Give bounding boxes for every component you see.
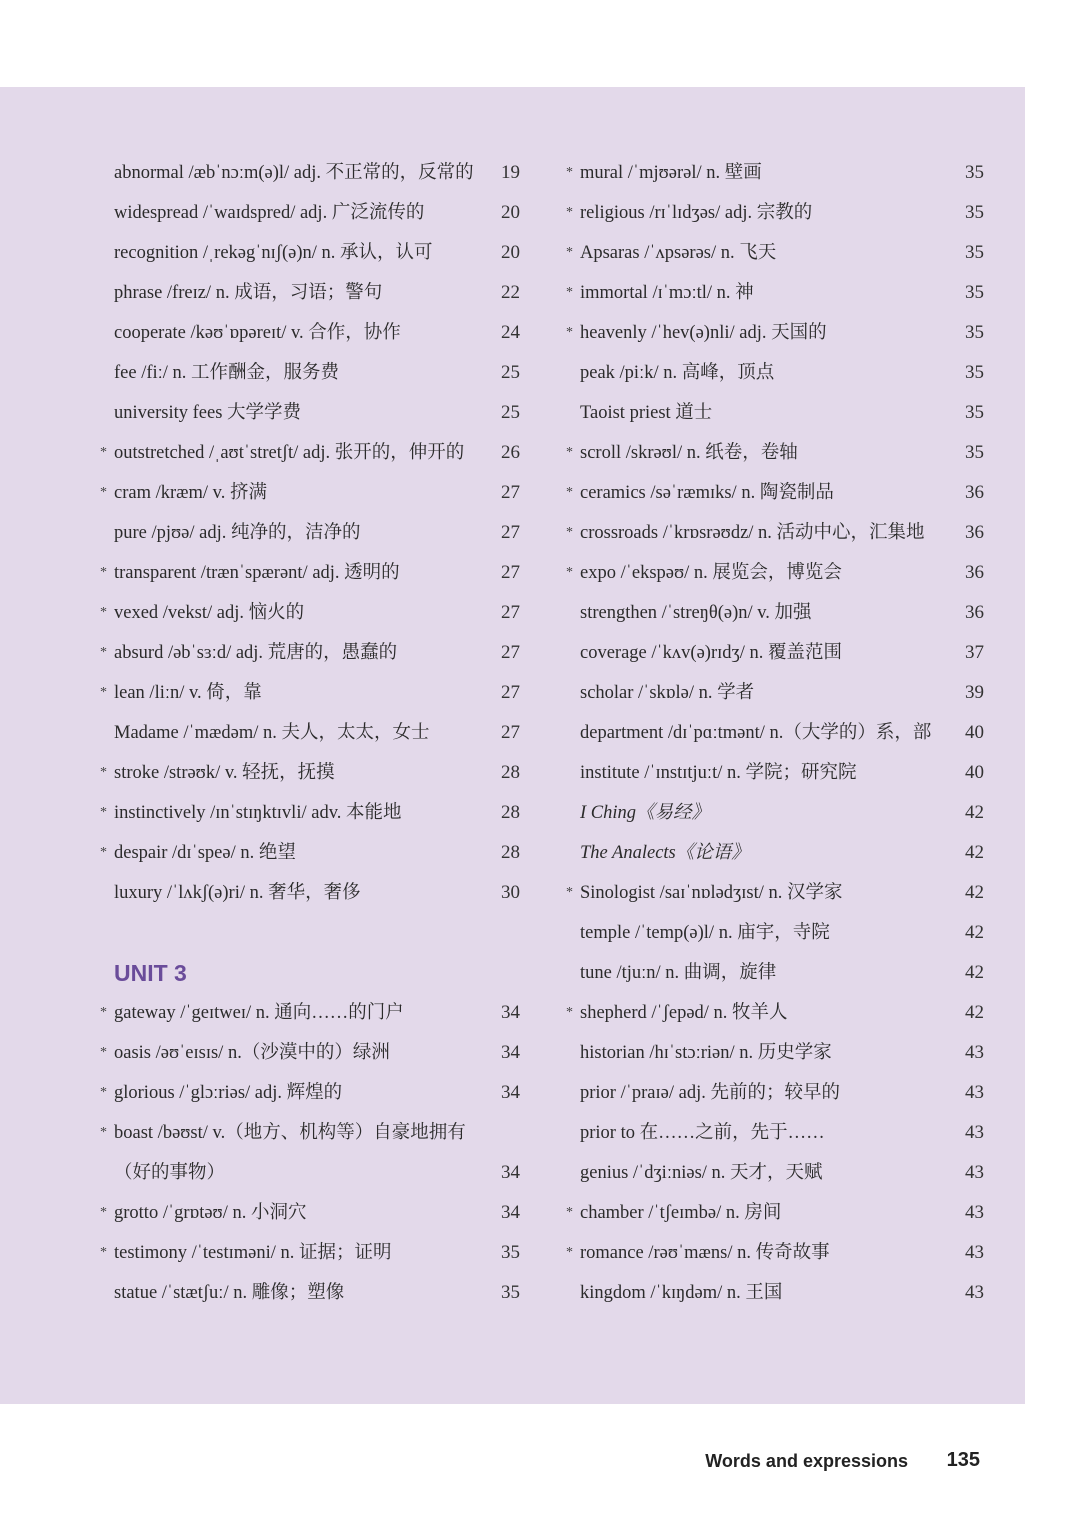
star-marker: * (100, 485, 107, 500)
entry-text: heavenly /ˈhev(ə)nli/ adj. 天国的 (580, 323, 827, 343)
list-item (100, 473, 520, 513)
list-item (566, 313, 984, 353)
entry-text: chamber /ˈtʃeɪmbə/ n. 房间 (580, 1203, 782, 1223)
entry-text: strengthen /ˈstreŋθ(ə)n/ v. 加强 (580, 603, 812, 623)
star-marker: * (566, 165, 573, 180)
list-item (100, 193, 520, 233)
star-marker: * (100, 845, 107, 860)
list-item (100, 1273, 520, 1313)
list-item (566, 273, 984, 313)
entry-page: 43 (965, 1242, 984, 1263)
entry-text: glorious /ˈglɔːriəs/ adj. 辉煌的 (114, 1083, 343, 1103)
entry-page: 28 (501, 762, 520, 783)
star-marker: * (566, 285, 573, 300)
list-item (566, 593, 984, 633)
entry-page: 27 (501, 482, 520, 503)
entry-text: Apsaras /ˈʌpsərəs/ n. 飞天 (580, 243, 777, 263)
star-marker: * (566, 1245, 573, 1260)
entry-page: 42 (965, 922, 984, 943)
entry-page: 28 (501, 842, 520, 863)
entry-page: 37 (965, 642, 984, 663)
star-marker: * (566, 1005, 573, 1020)
list-item (566, 753, 984, 793)
list-item (100, 553, 520, 593)
entry-page: 42 (965, 1002, 984, 1023)
entry-text: shepherd /ˈʃepəd/ n. 牧羊人 (580, 1003, 788, 1023)
list-item (100, 353, 520, 393)
list-item (566, 153, 984, 193)
list-item (100, 1113, 520, 1153)
list-item (566, 1033, 984, 1073)
star-marker: * (100, 1045, 107, 1060)
entry-text: lean /liːn/ v. 倚，靠 (114, 683, 262, 703)
list-item (566, 1153, 984, 1193)
list-item (100, 513, 520, 553)
list-item (566, 1113, 984, 1153)
star-marker: * (566, 485, 573, 500)
entry-page: 42 (965, 882, 984, 903)
entry-text: transparent /trænˈspærənt/ adj. 透明的 (114, 563, 400, 583)
list-item (100, 673, 520, 713)
entry-page: 20 (501, 202, 520, 223)
star-marker: * (566, 885, 573, 900)
list-item (100, 273, 520, 313)
entry-text: pure /pjʊə/ adj. 纯净的，洁净的 (114, 523, 361, 543)
entry-text: romance /rəʊˈmæns/ n. 传奇故事 (580, 1243, 830, 1263)
entry-page: 42 (965, 962, 984, 983)
entry-page: 27 (501, 522, 520, 543)
entry-page: 27 (501, 562, 520, 583)
entry-page: 40 (965, 722, 984, 743)
entry-text: prior /ˈpraɪə/ adj. 先前的；较早的 (580, 1083, 840, 1103)
list-item (566, 633, 984, 673)
entry-text: luxury /ˈlʌkʃ(ə)ri/ n. 奢华，奢侈 (114, 883, 361, 903)
entry-text: Madame /ˈmædəm/ n. 夫人，太太，女士 (114, 723, 430, 743)
star-marker: * (100, 445, 107, 460)
right-column (566, 153, 984, 1313)
list-item (100, 713, 520, 753)
entry-page: 35 (501, 1282, 520, 1303)
entry-page: 28 (501, 802, 520, 823)
entry-text: department /dɪˈpɑːtmənt/ n.（大学的）系，部 (580, 723, 932, 743)
list-item (566, 513, 984, 553)
list-item (100, 433, 520, 473)
entry-page: 36 (965, 522, 984, 543)
entry-page: 43 (965, 1162, 984, 1183)
list-item (566, 713, 984, 753)
entry-text: cram /kræm/ v. 挤满 (114, 483, 267, 503)
star-marker: * (100, 645, 107, 660)
list-item (100, 753, 520, 793)
entry-page: 27 (501, 682, 520, 703)
entry-page: 42 (965, 802, 984, 823)
list-item (566, 233, 984, 273)
star-marker: * (100, 805, 107, 820)
left-entry-list (100, 153, 520, 913)
entry-page: 35 (965, 322, 984, 343)
list-item (566, 673, 984, 713)
entry-page: 24 (501, 322, 520, 343)
star-marker: * (100, 765, 107, 780)
entry-page: 36 (965, 602, 984, 623)
list-item (566, 833, 984, 873)
entry-page: 43 (965, 1042, 984, 1063)
entry-page: 27 (501, 642, 520, 663)
entry-text: grotto /ˈgrɒtəʊ/ n. 小洞穴 (114, 1203, 307, 1223)
list-item (100, 873, 520, 913)
list-item (100, 833, 520, 873)
list-item (100, 313, 520, 353)
list-item (100, 393, 520, 433)
entry-text: cooperate /kəʊˈɒpəreɪt/ v. 合作，协作 (114, 323, 401, 343)
star-marker: * (100, 1125, 107, 1140)
entry-text: temple /ˈtemp(ə)l/ n. 庙宇，寺院 (580, 923, 830, 943)
entry-text: instinctively /ɪnˈstɪŋktɪvli/ adv. 本能地 (114, 803, 402, 823)
star-marker: * (100, 685, 107, 700)
entry-page: 35 (501, 1242, 520, 1263)
entry-page: 36 (965, 482, 984, 503)
entry-text: statue /ˈstætʃuː/ n. 雕像；塑像 (114, 1283, 345, 1303)
list-item (566, 1193, 984, 1233)
entry-text: despair /dɪˈspeə/ n. 绝望 (114, 843, 296, 863)
list-item (566, 1073, 984, 1113)
star-marker: * (100, 1245, 107, 1260)
entry-page: 34 (501, 1162, 520, 1183)
entry-text: mural /ˈmjʊərəl/ n. 壁画 (580, 163, 762, 183)
entry-text: vexed /vekst/ adj. 恼火的 (114, 603, 305, 623)
entry-page: 43 (965, 1282, 984, 1303)
star-marker: * (566, 445, 573, 460)
entry-text: （好的事物） (114, 1163, 226, 1183)
entry-page: 27 (501, 602, 520, 623)
entry-page: 43 (965, 1122, 984, 1143)
entry-text: Sinologist /saɪˈnɒlədʒɪst/ n. 汉学家 (580, 883, 843, 903)
star-marker: * (100, 605, 107, 620)
entry-text: kingdom /ˈkɪŋdəm/ n. 王国 (580, 1283, 783, 1303)
entry-text: gateway /ˈgeɪtweɪ/ n. 通向……的门户 (114, 1003, 404, 1023)
list-item (566, 1273, 984, 1313)
list-item (566, 193, 984, 233)
entry-page: 30 (501, 882, 520, 903)
list-item (100, 1233, 520, 1273)
entry-page: 20 (501, 242, 520, 263)
unit-entry-list (100, 993, 520, 1313)
entry-text: recognition /ˌrekəgˈnɪʃ(ə)n/ n. 承认，认可 (114, 243, 433, 263)
entry-page: 35 (965, 242, 984, 263)
left-column (100, 153, 520, 1313)
entry-page: 35 (965, 402, 984, 423)
entry-text: outstretched /ˌaʊtˈstretʃt/ adj. 张开的，伸开的 (114, 443, 465, 463)
entry-text: widespread /ˈwaɪdspred/ adj. 广泛流传的 (114, 203, 425, 223)
entry-text: prior to 在……之前，先于…… (580, 1123, 825, 1143)
entry-text: I Ching《易经》 (580, 803, 711, 823)
entry-page: 35 (965, 442, 984, 463)
entry-text: Taoist priest 道士 (580, 403, 713, 423)
entry-text: historian /hɪˈstɔːriən/ n. 历史学家 (580, 1043, 832, 1063)
entry-page: 27 (501, 722, 520, 743)
star-marker: * (100, 1085, 107, 1100)
entry-text: fee /fiː/ n. 工作酬金，服务费 (114, 363, 340, 383)
list-item (100, 233, 520, 273)
entry-text: institute /ˈɪnstɪtjuːt/ n. 学院；研究院 (580, 763, 857, 783)
list-item (566, 433, 984, 473)
list-item (566, 993, 984, 1033)
star-marker: * (100, 1005, 107, 1020)
star-marker: * (566, 1205, 573, 1220)
entry-text: testimony /ˈtestɪməni/ n. 证据；证明 (114, 1243, 392, 1263)
unit-heading: UNIT 3 (114, 960, 187, 986)
entry-page: 34 (501, 1042, 520, 1063)
list-item (566, 393, 984, 433)
entry-page: 35 (965, 282, 984, 303)
entry-text: peak /piːk/ n. 高峰，顶点 (580, 363, 775, 383)
entry-text: crossroads /ˈkrɒsrəʊdz/ n. 活动中心，汇集地 (580, 523, 925, 543)
list-item (566, 1233, 984, 1273)
entry-page: 34 (501, 1202, 520, 1223)
entry-page: 34 (501, 1082, 520, 1103)
entry-text: boast /bəʊst/ v.（地方、机构等）自豪地拥有 (114, 1123, 466, 1143)
entry-page: 26 (501, 442, 520, 463)
list-item (566, 353, 984, 393)
entry-page: 39 (965, 682, 984, 703)
list-item (100, 993, 520, 1033)
entry-page: 34 (501, 1002, 520, 1023)
entry-page: 35 (965, 202, 984, 223)
entry-page: 43 (965, 1082, 984, 1103)
star-marker: * (566, 205, 573, 220)
entry-page: 36 (965, 562, 984, 583)
entry-text: coverage /ˈkʌv(ə)rɪdʒ/ n. 覆盖范围 (580, 643, 842, 663)
entry-text: expo /ˈekspəʊ/ n. 展览会，博览会 (580, 563, 842, 583)
star-marker: * (100, 1205, 107, 1220)
entry-text: religious /rɪˈlɪdʒəs/ adj. 宗教的 (580, 203, 813, 223)
list-item (566, 953, 984, 993)
entry-text: stroke /strəʊk/ v. 轻抚，抚摸 (114, 763, 335, 783)
entry-text: The Analects《论语》 (580, 843, 750, 863)
list-item (100, 1033, 520, 1073)
entry-text: absurd /əbˈsɜːd/ adj. 荒唐的，愚蠢的 (114, 643, 398, 663)
list-item (100, 793, 520, 833)
page-number: 135 (946, 1449, 980, 1471)
entry-page: 25 (501, 402, 520, 423)
entry-page: 40 (965, 762, 984, 783)
list-item (100, 1193, 520, 1233)
star-marker: * (566, 525, 573, 540)
list-item (100, 593, 520, 633)
entry-text: university fees 大学学费 (114, 403, 302, 423)
list-item (100, 633, 520, 673)
entry-page: 43 (965, 1202, 984, 1223)
list-item (566, 473, 984, 513)
list-item (100, 153, 520, 193)
list-item-continuation (100, 1153, 520, 1193)
entry-page: 35 (965, 362, 984, 383)
entry-text: tune /tjuːn/ n. 曲调，旋律 (580, 963, 777, 983)
star-marker: * (566, 565, 573, 580)
list-item (566, 913, 984, 953)
entry-page: 42 (965, 842, 984, 863)
list-item (566, 793, 984, 833)
entry-text: immortal /ɪˈmɔːtl/ n. 神 (580, 283, 754, 303)
entry-text: genius /ˈdʒiːniəs/ n. 天才，天赋 (580, 1163, 823, 1183)
star-marker: * (566, 245, 573, 260)
star-marker: * (566, 325, 573, 340)
footer-section-title: Words and expressions (705, 1451, 908, 1471)
entry-page: 19 (501, 162, 520, 183)
star-marker: * (100, 565, 107, 580)
entry-text: ceramics /səˈræmɪks/ n. 陶瓷制品 (580, 483, 834, 503)
entry-text: oasis /əʊˈeɪsɪs/ n.（沙漠中的）绿洲 (114, 1043, 390, 1063)
list-item (566, 873, 984, 913)
entry-text: scholar /ˈskɒlə/ n. 学者 (580, 683, 755, 703)
entry-page: 22 (501, 282, 520, 303)
list-item (566, 553, 984, 593)
entry-page: 35 (965, 162, 984, 183)
list-item (100, 1073, 520, 1113)
entry-page: 25 (501, 362, 520, 383)
entry-text: phrase /freɪz/ n. 成语，习语；警句 (114, 283, 383, 303)
entry-text: scroll /skrəʊl/ n. 纸卷，卷轴 (580, 443, 798, 463)
entry-text: abnormal /æbˈnɔːm(ə)l/ adj. 不正常的，反常的 (114, 163, 474, 183)
